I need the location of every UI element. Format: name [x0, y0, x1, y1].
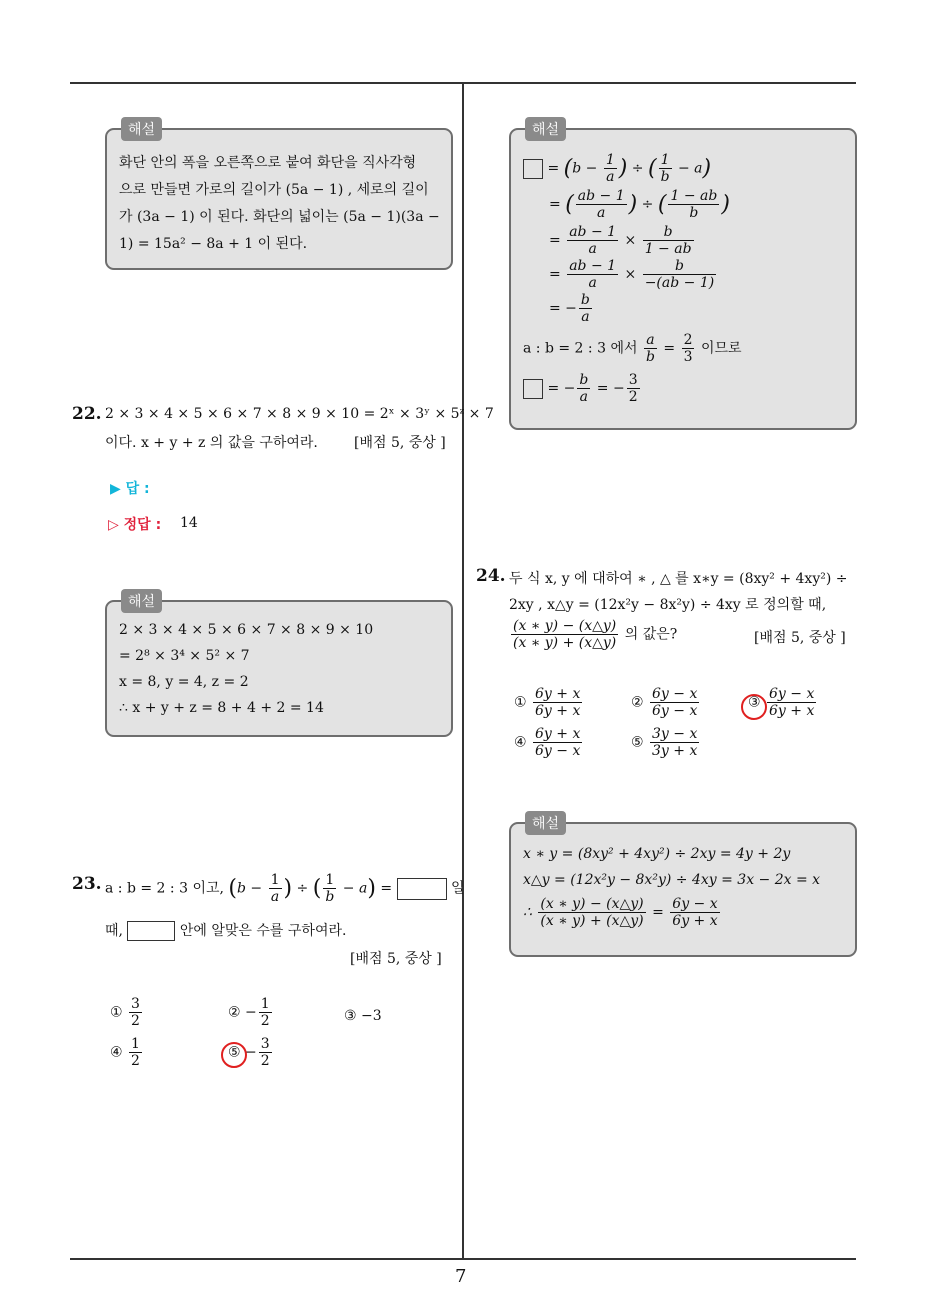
question-number-22: 22.	[72, 404, 102, 424]
question-24-score: [배점 5, 중상 ]	[754, 630, 846, 646]
question-24-line3: $\frac{(x ∗ y) - (x\triangle y)}{(x ∗ y) + (x\triangle y)}$ 의 값은?	[513, 618, 678, 651]
solution-step: = − $\frac{b}{a}$ = − $\frac{3}{2}$	[523, 372, 642, 405]
question-22-line1: 2 × 3 × 4 × 5 × 6 × 7 × 8 × 9 × 10 = 2ˣ × 3ʸ × 5ᶻ × 7	[105, 406, 494, 422]
solution-box-24	[509, 816, 857, 957]
solution-step: = − $\frac{b}{a}$	[549, 292, 590, 325]
choice-5[interactable]: ⑤ $\frac{3y - x}{3y + x}$	[631, 726, 698, 759]
solution-line: = 2⁸ × 3⁴ × 5² × 7	[119, 648, 250, 664]
bottom-rule	[70, 1258, 856, 1260]
solution-box-22	[105, 594, 453, 737]
choice-3[interactable]: ③ −3	[344, 1008, 382, 1024]
solution-line: ∴ $\frac{(x ∗ y) - (x\triangle y)}{(x ∗ y) + (x\triangle y)}$ = $\frac{6y - x}{6y + x}$	[523, 896, 718, 929]
choice-4[interactable]: ④ $\frac{6y + x}{6y - x}$	[514, 726, 581, 759]
solution-tag: 해설	[121, 117, 162, 141]
solution-box-21	[105, 122, 453, 270]
solution-step: = (b − $\frac{1}{a}$ ) ÷ ( $\frac{1}{b}$ − a)	[523, 152, 711, 185]
solution-line: 1) = 15a² − 8a + 1 이 된다.	[119, 236, 308, 252]
solution-line: ∴ x + y + z = 8 + 4 + 2 = 14	[119, 700, 324, 716]
column-separator	[462, 82, 464, 1258]
question-24-line1: 두 식 x, y 에 대하여 ∗ , △ 를 x∗y = (8xy² + 4xy²) ÷	[509, 571, 848, 587]
question-23-line2: 때, 안에 알맞은 수를 구하여라.	[105, 923, 347, 939]
solution-tag: 해설	[525, 811, 566, 835]
page-number: 7	[455, 1266, 467, 1287]
selected-answer-mark	[221, 1042, 247, 1068]
question-number-24: 24.	[476, 566, 506, 586]
answer-blank	[523, 159, 543, 179]
answer-prompt: ▶ 답 :	[110, 481, 150, 497]
solution-line: x = 8, y = 4, z = 2	[119, 674, 249, 690]
solution-line: 2 × 3 × 4 × 5 × 6 × 7 × 8 × 9 × 10	[119, 622, 374, 638]
choice-3[interactable]: ③ $\frac{6y - x}{6y + x}$	[748, 686, 815, 719]
choice-4[interactable]: ④ $\frac{1}{2}$	[110, 1036, 140, 1069]
correct-answer-label: ▷ 정답 :	[108, 517, 162, 533]
correct-answer-value: 14	[180, 515, 198, 531]
answer-blank	[397, 878, 447, 900]
solution-tag: 해설	[525, 117, 566, 141]
solution-step: a : b = 2 : 3 에서 $\frac{a}{b}$ = $\frac{2}{3}$ 이므로	[523, 332, 742, 365]
solution-line: x ∗ y = (8xy² + 4xy²) ÷ 2xy = 4y + 2y	[523, 846, 791, 862]
question-23-line1: a : b = 2 : 3 이고, (b − $\frac{1}{a}$ ) ÷ ( $\frac{1}{b}$ − a) = 일	[105, 872, 465, 905]
solution-line: x△y = (12x²y − 8x²y) ÷ 4xy = 3x − 2x = x	[523, 872, 821, 888]
solution-step: = ( $\frac{ab - 1}{a}$ ) ÷ ( $\frac{1 - ab}{b}$ )	[549, 188, 730, 221]
solution-tag: 해설	[121, 589, 162, 613]
choice-5[interactable]: ⑤ − $\frac{3}{2}$	[228, 1036, 270, 1069]
selected-answer-mark	[741, 694, 767, 720]
choice-1[interactable]: ① $\frac{3}{2}$	[110, 996, 140, 1029]
solution-line: 가 (3a − 1) 이 된다. 화단의 넓이는 (5a − 1)(3a −	[119, 209, 440, 225]
question-23-ratio: a : b = 2 : 3 이고,	[105, 880, 224, 897]
question-22-score: [배점 5, 중상 ]	[354, 435, 446, 451]
question-number-23: 23.	[72, 874, 102, 894]
choice-1[interactable]: ① $\frac{6y + x}{6y + x}$	[514, 686, 581, 719]
question-22-line2: 이다. x + y + z 의 값을 구하여라.	[105, 435, 318, 451]
answer-blank	[127, 921, 175, 941]
choice-2[interactable]: ② $\frac{6y - x}{6y - x}$	[631, 686, 698, 719]
choice-2[interactable]: ② − $\frac{1}{2}$	[228, 996, 270, 1029]
solution-step: = $\frac{ab - 1}{a}$ × $\frac{b}{-(ab - 1)}$	[549, 258, 715, 291]
solution-box-23	[509, 122, 857, 430]
solution-line: 화단 안의 폭을 오른쪽으로 붙여 화단을 직사각형	[119, 155, 417, 171]
solution-step: = $\frac{ab - 1}{a}$ × $\frac{b}{1 - ab}$	[549, 224, 692, 257]
question-24-line2: 2xy , x△y = (12x²y − 8x²y) ÷ 4xy 로 정의할 때,	[509, 597, 827, 613]
solution-line: 으로 만들면 가로의 길이가 (5a − 1) , 세로의 길이	[119, 182, 429, 198]
answer-blank	[523, 379, 543, 399]
question-23-score: [배점 5, 중상 ]	[350, 951, 442, 967]
question-23-tail: 일	[451, 880, 465, 897]
